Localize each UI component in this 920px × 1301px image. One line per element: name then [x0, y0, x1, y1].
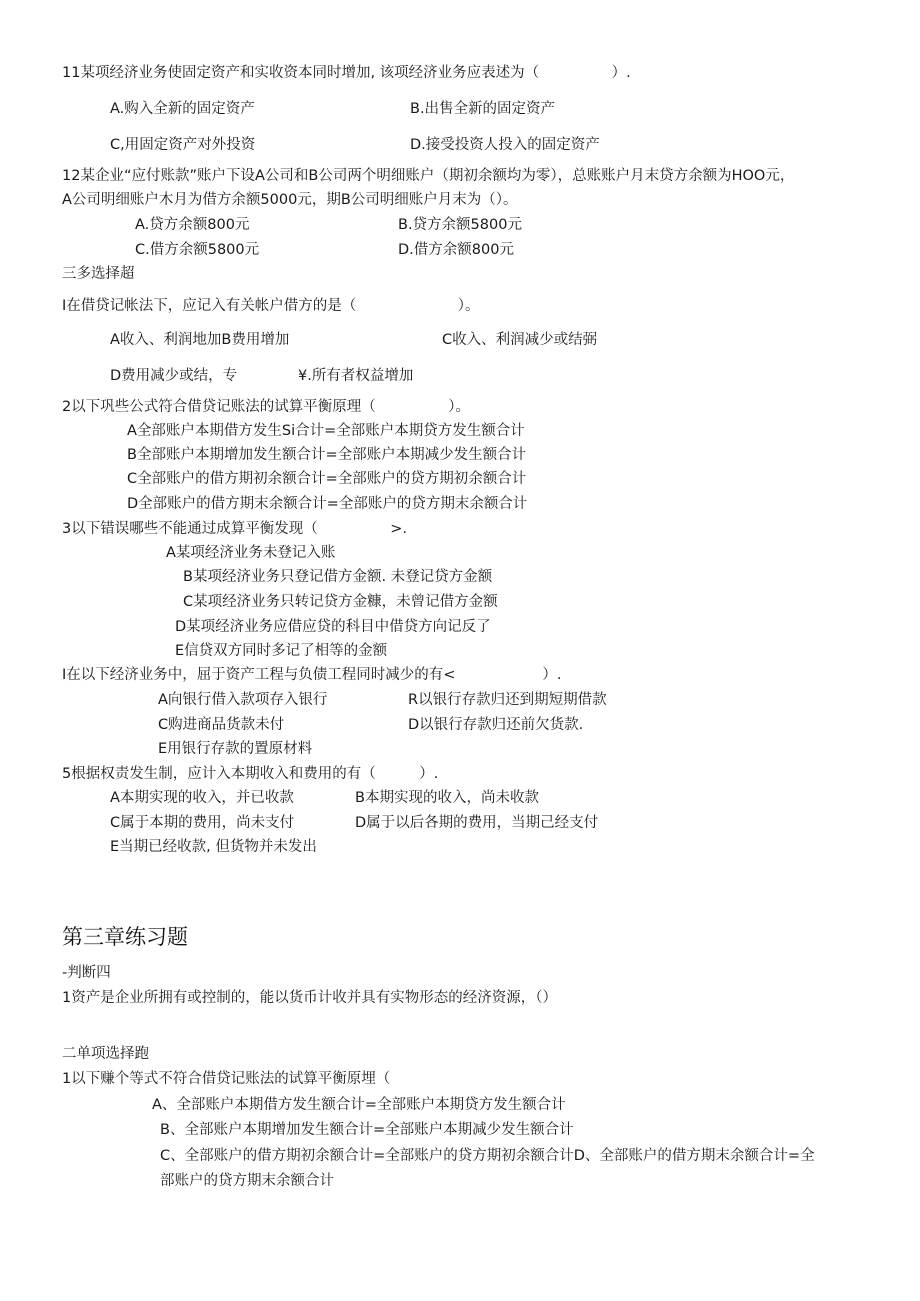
single-question-1-option-cd: C、全部账户的借方期初余额合计=全部账户的贷方期初余额合计D、全部账户的借方期末余额合计=全 — [160, 1148, 815, 1164]
multi-question-3-option-a: A某项经济业务未登记入账 — [166, 545, 336, 561]
single-question-1-option-a: A、全部账户本期借方发生额合计=全部账户本期贷方发生额合计 — [152, 1097, 566, 1113]
multi-question-4-option-b: R以银行存款归还到期短期借款 — [408, 692, 607, 708]
question-12-option-c: C.借方余额5800元 — [135, 242, 260, 258]
multi-question-1-option-ab: A收入、利润地加B费用增加 — [110, 332, 290, 348]
multi-question-5-stem: 5根据权责发生制，应计入本期收入和费用的有（ ）. — [62, 766, 439, 782]
multi-question-4-option-c: C购进商品货款未付 — [158, 717, 285, 733]
multi-question-1-option-c: C收入、利润减少或结弼 — [442, 332, 598, 348]
multi-question-3-option-b: B某项经济业务只登记借方金额. 未登记贷方金额 — [183, 569, 493, 585]
multi-question-2-stem: 2以下巩些公式符合借贷记账法的试算平衡原理（ ）。 — [62, 399, 470, 415]
question-11-option-a: A.购入全新的固定资产 — [110, 101, 255, 117]
multi-question-3-option-d: D某项经济业务应借应贷的科目中借贷方向记反了 — [175, 619, 491, 635]
multi-question-3-option-e: E信贷双方同时多记了相等的金额 — [175, 643, 388, 659]
single-question-1-option-b: B、全部账户本期增加发生额合计=全部账户本期减少发生额合计 — [160, 1122, 574, 1138]
multi-question-5-option-a: A本期实现的收入，并已收款 — [110, 790, 294, 806]
multi-question-2-option-d: D全部账户的借方期末余额合计=全部账户的贷方期末余额合计 — [127, 496, 528, 512]
question-12-option-b: B.贷方余额5800元 — [398, 217, 522, 233]
single-choice-section-header: 二单项选择跑 — [62, 1046, 149, 1062]
single-question-1-stem: 1以下赚个等式不符合借贷记账法的试算平衡原埋（ — [62, 1071, 391, 1087]
multi-question-5-option-e: E当期已经收款, 但货物并未发出 — [110, 839, 317, 855]
multi-question-4-stem: I在以下经济业务中，屈于资产工程与负债工程同时减少的有< ）. — [62, 667, 562, 683]
multi-question-4-option-d: D以银行存款归还前欠货款. — [408, 717, 584, 733]
multi-question-1-option-e: ¥.所有者权益增加 — [298, 368, 414, 384]
multi-question-3-option-c: C某项经济业务只转记贷方金糠，未曾记借方金额 — [183, 594, 498, 610]
multi-question-3-stem: 3以下错误哪些不能通过成算平衡发现（ >. — [62, 521, 407, 537]
multi-question-5-option-b: B本期实现的收入，尚未收款 — [355, 790, 539, 806]
section-multiple-choice-header: 三多选择超 — [62, 266, 135, 282]
multi-question-4-option-a: A向银行借入款项存入银行 — [158, 692, 328, 708]
judgement-section-header: -判断四 — [62, 965, 111, 981]
question-11-option-b: B.出售全新的固定资产 — [410, 101, 556, 117]
question-12-stem-line1: 12某企业“应付账款”账户下设A公司和B公司两个明细账户（期初余额均为零），总账账户月末贷方余额为HOO元， — [62, 168, 795, 184]
multi-question-5-option-c: C属于本期的费用，尚未支付 — [110, 815, 295, 831]
question-11-option-d: D.接受投资人投入的固定资产 — [410, 137, 600, 153]
chapter-title: 第三章练习题 — [62, 925, 188, 949]
multi-question-2-option-b: B全部账户本期增加发生额合计=全部账户本期减少发生额合计 — [127, 447, 527, 463]
judgement-question-1: 1资产是企业所拥有或控制的，能以货币计收并具有实物形态的经济资源，（） — [62, 990, 557, 1006]
multi-question-5-option-d: D属于以后各期的费用，当期己经支付 — [355, 815, 599, 831]
multi-question-2-option-a: A全部账户本期借方发生Si合计=全部账户本期贷方发生额合计 — [127, 423, 525, 439]
single-question-1-option-d-continued: 部账户的贷方期末余额合计 — [160, 1173, 334, 1189]
multi-question-2-option-c: C全部账户的借方期初余额合计=全部账户的贷方期初余额合计 — [127, 471, 527, 487]
question-12-stem-line2: A公司明细账户木月为借方余额5000元，期B公司明细账户月末为（）。 — [62, 192, 518, 208]
multi-question-1-stem: I在借贷记帐法下，应记入有关帐户借方的是（ ）。 — [62, 298, 480, 314]
multi-question-1-option-d: D费用减少或结，专 — [110, 368, 238, 384]
question-11-stem: 11某项经济业务使固定资产和实收资本同时增加, 该项经济业务应表述为（ ）. — [62, 65, 631, 81]
question-12-option-d: D.借方余额800元 — [398, 242, 514, 258]
multi-question-4-option-e: E用银行存款的置原材料 — [158, 741, 313, 757]
question-12-option-a: A.贷方余额800元 — [135, 217, 250, 233]
question-11-option-c: C,用固定资产对外投资 — [110, 137, 256, 153]
